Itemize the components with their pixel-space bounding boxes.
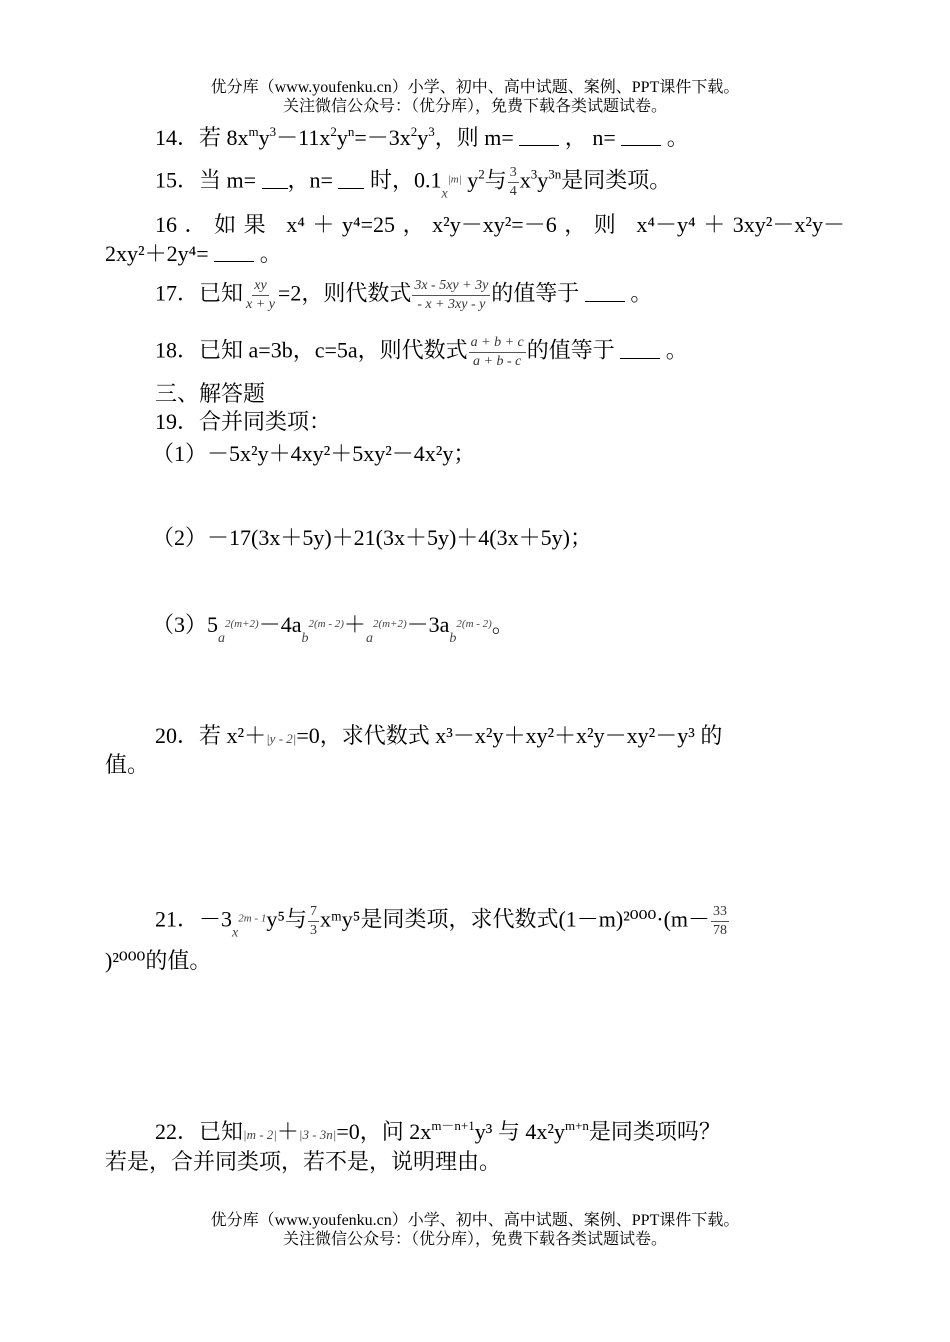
answer-blank-n[interactable] (338, 170, 364, 189)
answer-blank[interactable] (214, 243, 254, 262)
answer-blank[interactable] (585, 283, 625, 302)
fraction-33-78: $\frac{33}{78}$ (713, 904, 728, 938)
fraction-abc: $\frac{a + b + c}{a + b - c}$ (470, 335, 524, 369)
header-line-2: 关注微信公众号：（优分库），免费下载各类试题试卷。 (282, 98, 667, 115)
page-header (0, 78, 950, 116)
fraction-7-3: $\frac{7}{3}$ (310, 904, 318, 938)
question-22-line-2: 若是，合并同类项，若不是，说明理由。 (105, 1149, 502, 1174)
question-15: 15．当 m= ，n= 时，$0.1_x^{|m|}$ $y^2$与 $\frac{3}{4}$ $x^3y^{3n}$是同类项。 (155, 165, 672, 202)
fraction-3-4: $\frac{3}{4}$ (509, 165, 517, 199)
question-19-part-3: $(3)5_a^{2(m+2)}-4a_b^{2(m - 2)}+_a^{2(m+2)}-3a_b^{2(m - 2)}$。 (152, 612, 514, 646)
fraction-expression: $\frac{3x - 5xy + 3y}{- x + 3xy - y}$ (414, 278, 489, 312)
footer-line-2: 关注微信公众号：（优分库），免费下载各类试题试卷。 (282, 1231, 667, 1248)
page-footer (0, 1211, 950, 1249)
question-16-line-1: 16．如果 x⁴＋y⁴=25，x²y－xy²=－6，则 x⁴－y⁴＋3xy²－x²y－ (155, 212, 845, 237)
question-18: 18．已知 a=3b，c=5a，则代数式 $\frac{a + b + c}{a + b - c}$ 的值等于 。 (155, 335, 688, 369)
question-19-part-2: （2）－17(3x＋5y)＋21(3x＋5y)＋4(3x＋5y)； (152, 525, 592, 550)
answer-blank-n[interactable] (621, 127, 661, 146)
answer-blank-m[interactable] (262, 170, 288, 189)
footer-line-1: 优分库（www.youfenku.cn）小学、初中、高中试题、案例、PPT课件下载。 (210, 1212, 740, 1229)
question-19-title: 19．合并同类项： (155, 409, 332, 434)
section-title: 三、解答题 (155, 381, 266, 406)
question-22-line-1: 22．已知|m - 2|＋|3 - 3n|=0，问 $2x^{m-n+1}y^3$ 与 $4x^2y^{m+n}$是同类项吗？ (155, 1118, 721, 1144)
fraction-xy: $\frac{xy}{x + y}$ (246, 278, 275, 312)
question-14: 14．若 $8x^my^3-11x^2y^n=-3x^2y^3$，则 m= ， n= 。 (155, 124, 689, 150)
question-16-line-2: 2xy²＋2y⁴= 。 (105, 241, 282, 266)
question-21-line-2: )²⁰⁰⁰的值。 (105, 948, 212, 973)
answer-blank-m[interactable] (519, 127, 559, 146)
answer-blank[interactable] (620, 340, 660, 359)
question-21-line-1: 21．$-3_x^{2m - 1}y^5$与 $\frac{7}{3}$ xᵐy⁵是同类项，求代数式(1－m)²⁰⁰⁰·(m－ $\frac{33}{78}$ (155, 904, 728, 941)
question-20-line-1: 20．若 x²＋|y - 2|=0，求代数式 x³－x²y＋xy²＋x²y－xy²－y³ 的 (155, 723, 723, 748)
header-line-1: 优分库（www.youfenku.cn）小学、初中、高中试题、案例、PPT课件下载。 (210, 79, 740, 96)
question-17: 17．已知 $\frac{xy}{x + y}$ =2，则代数式 $\frac{3x - 5xy + 3y}{- x + 3xy - y}$ 的值等于 。 (155, 278, 653, 312)
question-20-line-2: 值。 (105, 752, 150, 777)
question-19-part-1: （1）－5x²y＋4xy²＋5xy²－4x²y； (152, 441, 476, 466)
